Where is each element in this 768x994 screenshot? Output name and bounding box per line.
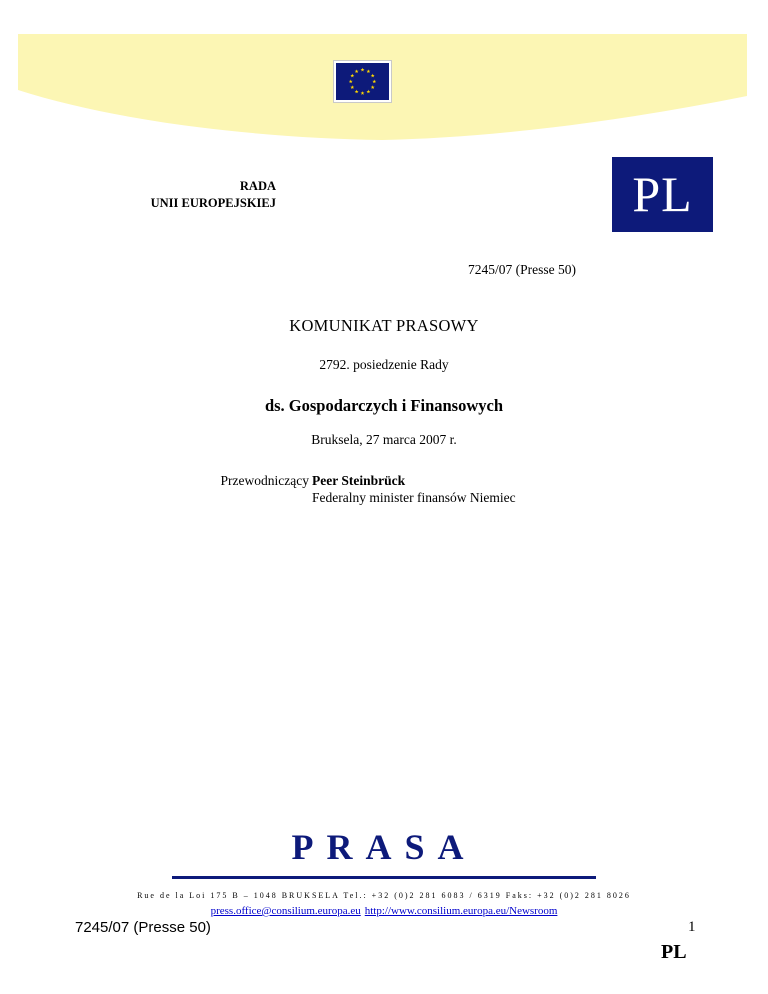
postal-address: Rue de la Loi 175 B – 1048 BRUKSELA Tel.: +32 (0)2 281 6083 / 6319 Faks: +32 (0)2 281 8026 [137,891,631,900]
press-label: PRASA [291,827,477,867]
website-link[interactable]: http://www.consilium.europa.eu/Newsroom [364,905,558,917]
chair-name: Peer Steinbrück [312,473,406,488]
organisation-line-2: UNII EUROPEJSKIEJ [150,196,276,210]
page-number: 1 [688,919,696,935]
chair-role: Federalny minister finansów Niemiec [312,490,516,505]
press-divider [172,876,596,879]
organisation-line-1: RADA [239,179,276,193]
document-title: KOMUNIKAT PRASOWY [289,316,479,335]
eu-flag-icon [333,60,392,103]
document-reference: 7245/07 (Presse 50) [468,262,576,277]
contact-links [0,905,768,917]
footer-reference: 7245/07 (Presse 50) [75,919,211,936]
email-link[interactable]: press.office@consilium.europa.eu [210,905,361,917]
footer-language-code: PL [661,941,687,963]
meeting-number: 2792. posiedzenie Rady [319,357,449,372]
language-badge: PL [612,157,713,232]
place-and-date: Bruksela, 27 marca 2007 r. [311,432,457,447]
chair-label: Przewodniczący [220,473,309,488]
organisation-name [80,178,276,212]
council-configuration: ds. Gospodarczych i Finansowych [264,396,504,415]
